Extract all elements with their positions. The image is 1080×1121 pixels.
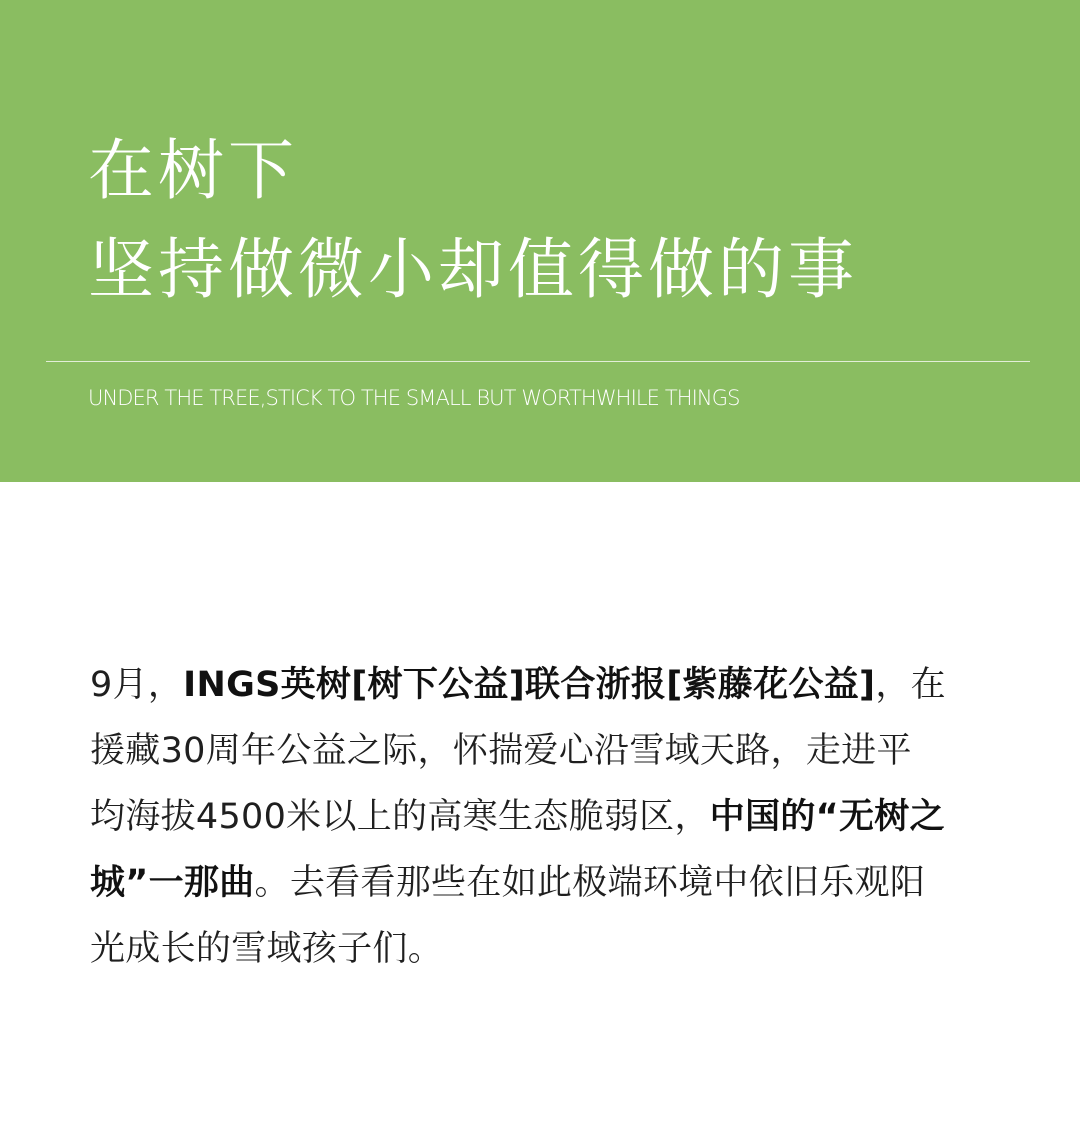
article-emphasis: 中国的“无树之 [709,797,945,837]
article-text: ，在 [875,665,946,705]
title-line-1: 在树下 [88,132,298,209]
header-divider [46,361,1030,362]
article-emphasis: INGS英树[树下公益]联合浙报[紫藤花公益] [183,665,876,705]
article-emphasis: 城”一那曲 [90,863,255,903]
article-text: 9月， [90,665,184,705]
english-subtitle: UNDER THE TREE,STICK TO THE SMALL BUT WORTHWHILE THINGS [88,386,740,410]
title-line-2: 坚持做微小却值得做的事 [88,231,858,308]
header-banner [0,0,1080,482]
article-text: 。去看看那些在如此极端环境中依旧乐观阳 [254,863,926,903]
article-line-5: 光成长的雪域孩子们。 [90,929,444,969]
article-body [90,652,1010,982]
article-text: 均海拔4500米以上的高寒生态脆弱区， [90,797,710,837]
article-line-2: 援藏30周年公益之际，怀揣爱心沿雪域天路，走进平 [90,731,912,771]
article-line-4 [90,850,1010,916]
article-line-1 [90,652,1010,718]
article-line-3 [90,784,1010,850]
